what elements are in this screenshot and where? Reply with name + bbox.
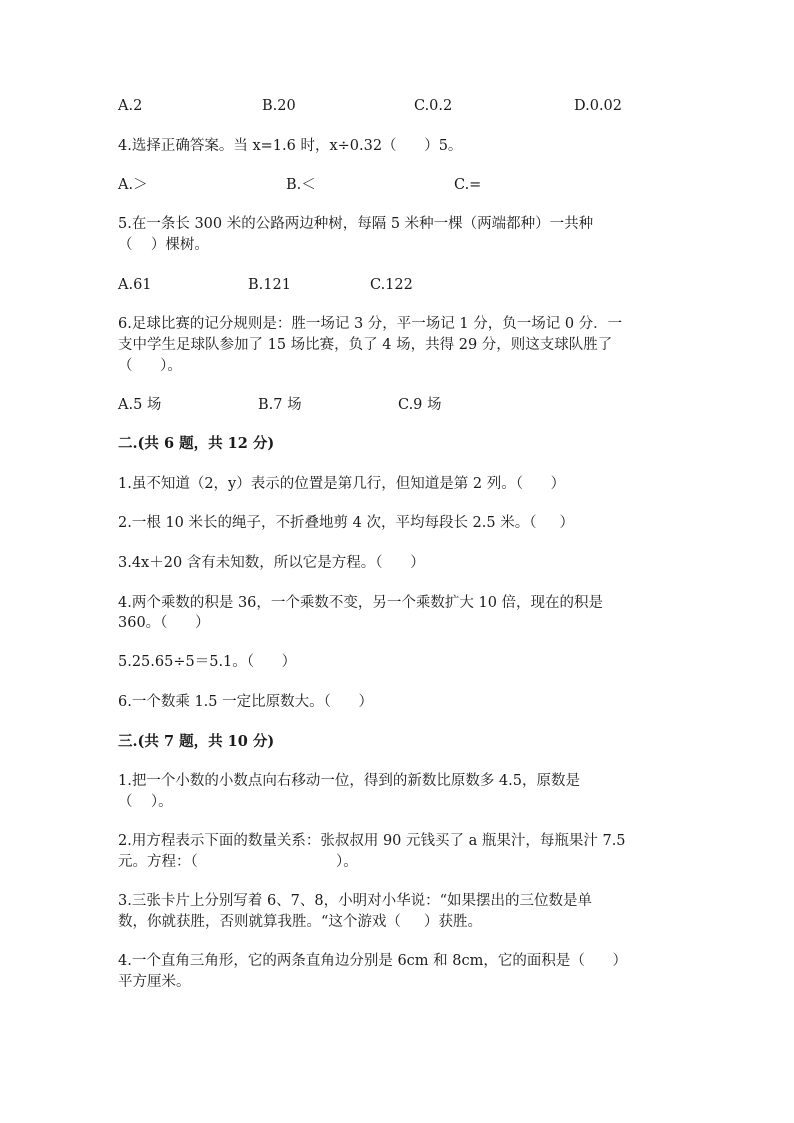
s3-item3-line1: 3.三张卡片上分别写着 6、7、8，小明对小华说：“如果摆出的三位数是单 (118, 893, 593, 909)
s3-item2-line1: 2.用方程表示下面的数量关系：张叔叔用 90 元钱买了 a 瓶果汁，每瓶果汁 7.5 (118, 833, 626, 849)
s2-item3: 3.4x＋20 含有未知数，所以它是方程。（ ） (118, 555, 425, 571)
s2-item4-line1: 4.两个乘数的积是 36，一个乘数不变，另一个乘数扩大 10 倍，现在的积是 (118, 595, 604, 611)
q6-option-c: C.9 场 (398, 397, 442, 413)
q3-option-c: C.0.2 (414, 98, 453, 114)
q5-option-b: B.121 (248, 277, 291, 293)
q6-option-a: A.5 场 (118, 397, 162, 413)
q4-option-a: A.＞ (118, 177, 148, 193)
q3-option-a: A.2 (118, 98, 143, 114)
section3-heading: 三.(共 7 题，共 10 分) (118, 733, 275, 750)
q5-option-c: C.122 (370, 277, 413, 293)
s2-item2: 2.一根 10 米长的绳子，不折叠地剪 4 次，平均每段长 2.5 米。（ ） (118, 515, 575, 531)
s3-item4-line1: 4.一个直角三角形，它的两条直角边分别是 6cm 和 8cm，它的面积是（ ） (118, 953, 628, 969)
q5-stem-line2: （ ）棵树。 (118, 237, 209, 253)
q5-stem-line1: 5.在一条长 300 米的公路两边种树，每隔 5 米种一棵（两端都种）一共种 (118, 216, 594, 232)
s2-item5: 5.25.65÷5＝5.1。（ ） (118, 654, 297, 670)
q5-option-a: A.61 (118, 277, 152, 293)
q4-option-b: B.＜ (286, 177, 316, 193)
section2-heading: 二.(共 6 题，共 12 分) (118, 435, 275, 452)
q6-stem-line3: （ ）。 (118, 358, 182, 374)
q6-stem-line2: 支中学生足球队参加了 15 场比赛，负了 4 场，共得 29 分，则这支球队胜了 (118, 337, 613, 353)
s3-item3-line2: 数，你就获胜，否则就算我胜。“这个游戏（ ）获胜。 (118, 914, 482, 930)
s3-item2-line2: 元。方程：（ ）。 (118, 854, 358, 870)
q6-option-b: B.7 场 (258, 397, 302, 413)
q3-option-d: D.0.02 (574, 98, 623, 114)
q6-stem-line1: 6.足球比赛的记分规则是：胜一场记 3 分，平一场记 1 分，负一场记 0 分．一 (118, 316, 623, 332)
q4-stem: 4.选择正确答案。当 x=1.6 时，x÷0.32（ ）5。 (118, 138, 463, 154)
s2-item6: 6.一个数乘 1.5 一定比原数大。（ ） (118, 694, 374, 710)
s3-item1-line2: （ ）。 (118, 794, 173, 810)
s2-item1: 1.虽不知道（2，y）表示的位置是第几行，但知道是第 2 列。（ ） (118, 476, 566, 492)
q4-option-c: C.= (454, 177, 482, 193)
s2-item4-line2: 360。（ ） (118, 615, 210, 631)
s3-item1-line1: 1.把一个小数的小数点向右移动一位，得到的新数比原数多 4.5，原数是 (118, 773, 581, 789)
q3-option-b: B.20 (262, 98, 296, 114)
s3-item4-line2: 平方厘米。 (118, 974, 191, 990)
